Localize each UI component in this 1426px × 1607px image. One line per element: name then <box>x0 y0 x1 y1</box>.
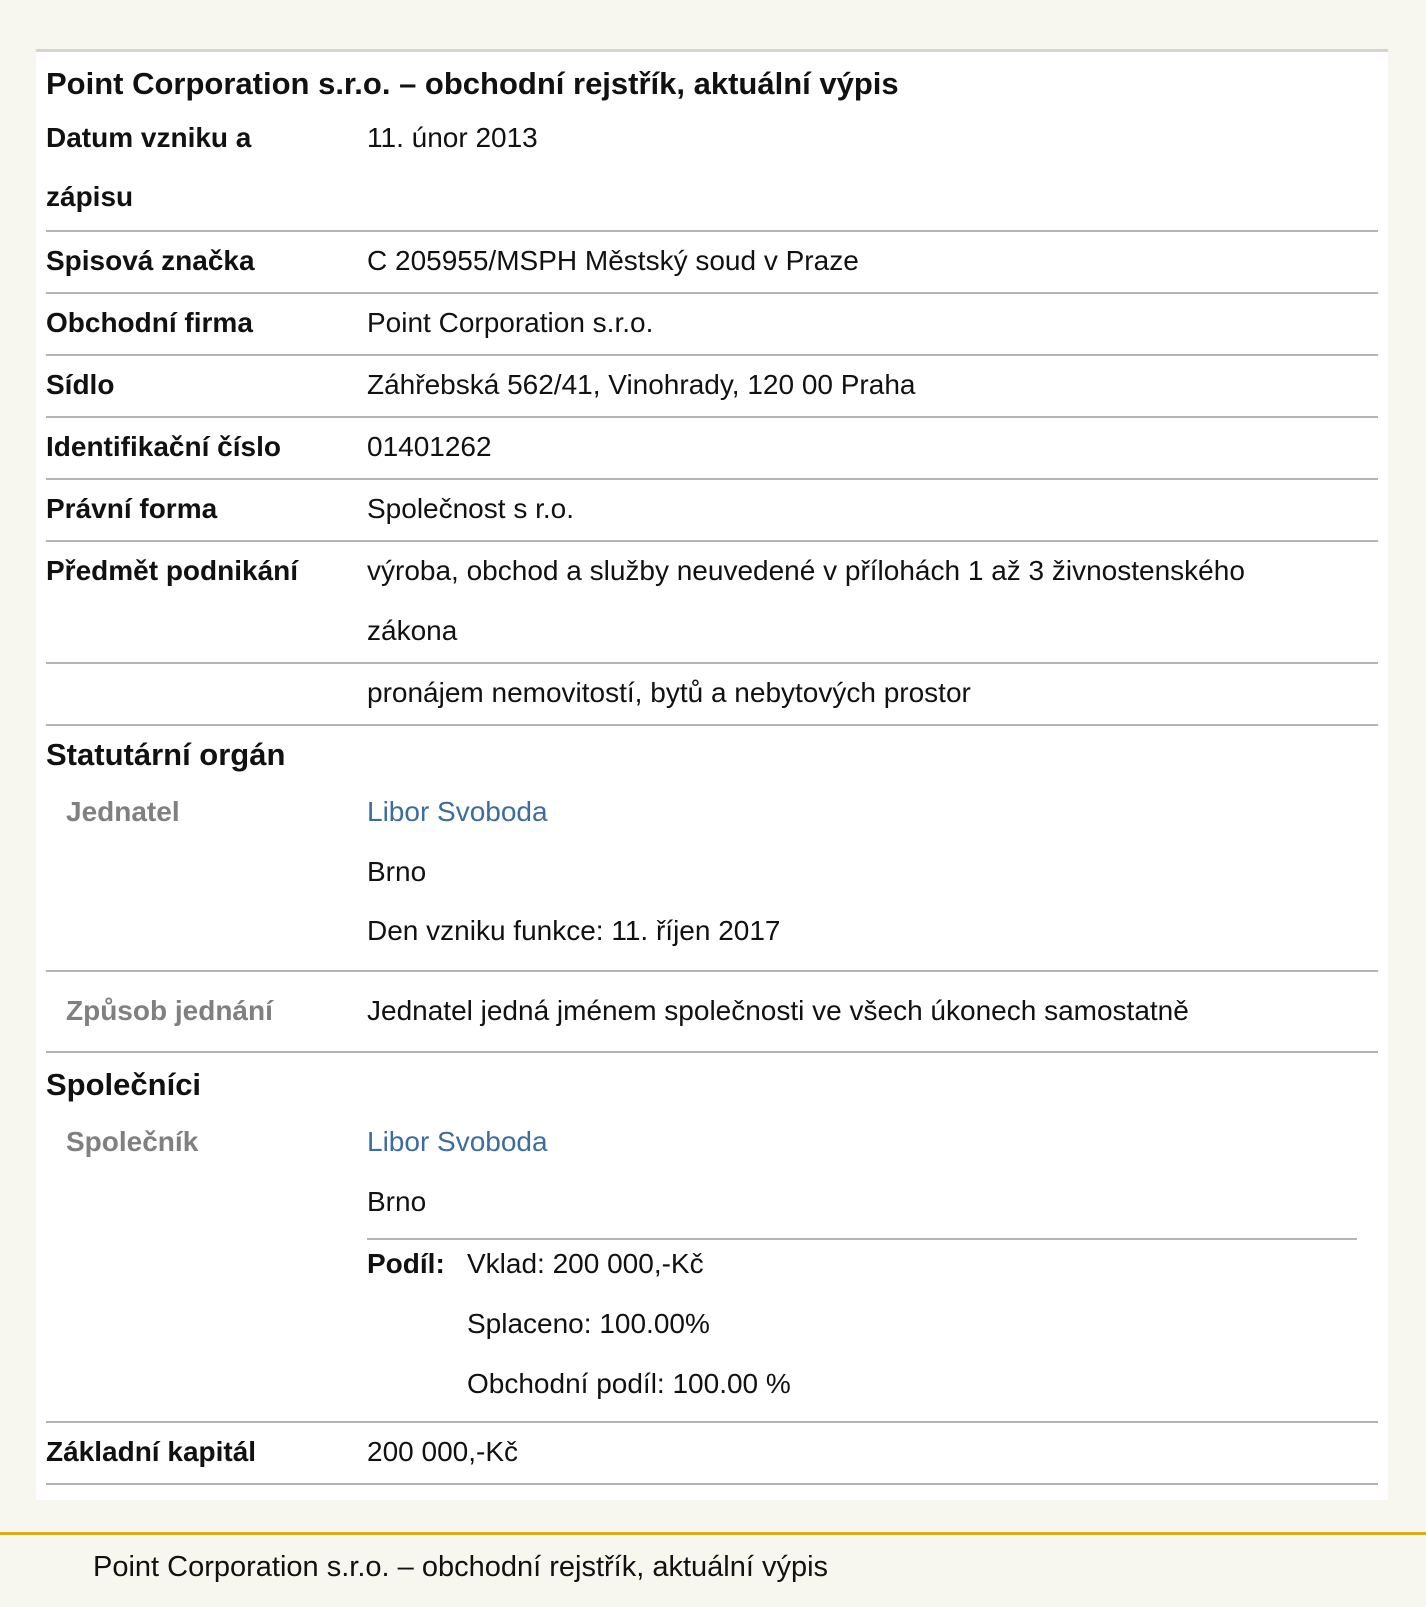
predmet-item-2: pronájem nemovitostí, bytů a nebytových prostor <box>367 677 971 708</box>
jednatel-city: Brno <box>367 856 427 887</box>
podil-splaceno: Splaceno: 100.00% <box>467 1308 710 1339</box>
row-value-spisova: C 205955/MSPH Městský soud v Praze <box>367 245 859 276</box>
row-label-spisova: Spisová značka <box>46 245 255 276</box>
row-value-kapital: 200 000,-Kč <box>367 1436 518 1467</box>
podil-label: Podíl: <box>367 1248 445 1279</box>
row-label-datum-line1: Datum vzniku a <box>46 122 252 153</box>
row-label-firma: Obchodní firma <box>46 307 253 338</box>
row-label-jednatel: Jednatel <box>66 796 180 827</box>
row-label-zpusob: Způsob jednání <box>66 995 273 1026</box>
page-title: Point Corporation s.r.o. – obchodní rejstřík, aktuální výpis <box>46 66 899 101</box>
row-divider <box>46 478 1378 480</box>
registry-extract-card <box>36 49 1388 1500</box>
row-value-zpusob: Jednatel jedná jménem společnosti ve všech úkonech samostatně <box>367 995 1189 1026</box>
section-heading-spolecnici: Společníci <box>46 1067 202 1102</box>
section-heading-statutarni: Statutární orgán <box>46 737 286 772</box>
row-divider <box>46 1051 1378 1053</box>
row-divider <box>46 970 1378 972</box>
jednatel-since: Den vzniku funkce: 11. říjen 2017 <box>367 915 781 946</box>
row-value-firma: Point Corporation s.r.o. <box>367 307 654 338</box>
predmet-item-1-line1: výroba, obchod a služby neuvedené v přílohách 1 až 3 živnostenského <box>367 555 1245 586</box>
jednatel-name-link[interactable]: Libor Svoboda <box>367 796 548 827</box>
row-label-kapital: Základní kapitál <box>46 1436 257 1467</box>
row-label-predmet: Předmět podnikání <box>46 555 299 586</box>
podil-obchodni: Obchodní podíl: 100.00 % <box>467 1368 791 1399</box>
row-label-datum-line2: zápisu <box>46 181 134 212</box>
row-label-forma: Právní forma <box>46 493 218 524</box>
row-value-datum: 11. únor 2013 <box>367 122 538 153</box>
spolecnik-name-link[interactable]: Libor Svoboda <box>367 1126 548 1157</box>
spolecnik-city: Brno <box>367 1186 427 1217</box>
podil-vklad: Vklad: 200 000,-Kč <box>467 1248 704 1279</box>
footer-bar <box>0 1532 1426 1607</box>
predmet-item-1-line2: zákona <box>367 615 458 646</box>
footer-title: Point Corporation s.r.o. – obchodní rejstřík, aktuální výpis <box>93 1551 829 1583</box>
row-label-spolecnik: Společník <box>66 1126 199 1157</box>
row-value-ico: 01401262 <box>367 431 492 462</box>
row-divider <box>46 1483 1378 1485</box>
row-label-sidlo: Sídlo <box>46 369 115 400</box>
row-value-forma: Společnost s r.o. <box>367 493 575 524</box>
row-label-ico: Identifikační číslo <box>46 431 281 462</box>
row-value-sidlo: Záhřebská 562/41, Vinohrady, 120 00 Praha <box>367 369 916 400</box>
